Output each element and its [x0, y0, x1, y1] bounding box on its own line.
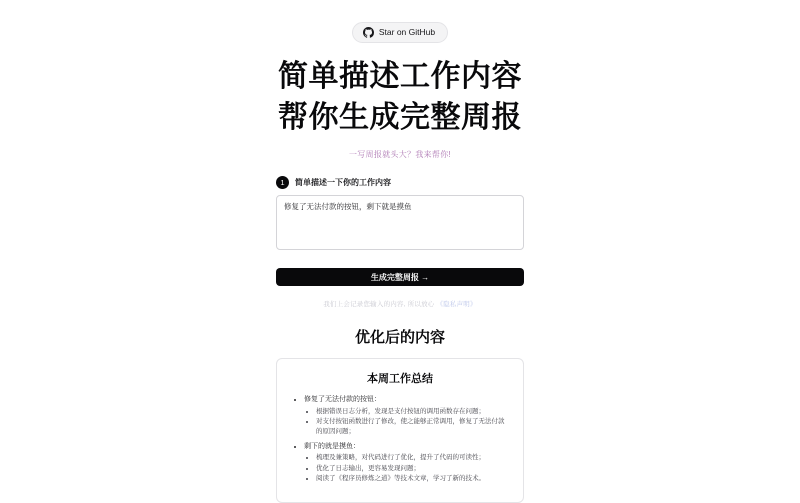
generate-report-button[interactable]: 生成完整周报 → [276, 268, 524, 286]
page-subtitle: 一写周报就头大？我来帮你! [348, 150, 452, 159]
input-form [276, 176, 524, 308]
list-item: • 根据错误日志分析，发现是支付按钮的调用函数存在问题； [316, 407, 510, 417]
privacy-disclaimer [276, 299, 524, 308]
star-on-github-button[interactable] [352, 22, 448, 43]
list-item-text: 修复了无法付款的按钮： [304, 396, 381, 403]
headline-line-1: 简单描述工作内容 [278, 60, 522, 93]
step-one-label: 简单描述一下你的工作内容 [295, 178, 391, 187]
work-description-input[interactable] [276, 195, 524, 250]
result-list [290, 395, 510, 484]
headline-line-2: 帮你生成完整周报 [278, 100, 522, 134]
star-on-github-label: Star on GitHub [378, 27, 436, 38]
result-card-title: 本周工作总结 [367, 373, 433, 385]
page-title [0, 57, 800, 138]
result-card [276, 358, 524, 503]
list-item: • 阅读了《程序员修炼之道》等技术文章，学习了新的技术。 [316, 474, 510, 484]
github-button-container [0, 0, 800, 43]
privacy-disclaimer-text: 我们上会记录您输入的内容, 所以放心 [323, 301, 437, 308]
list-item [304, 442, 510, 485]
github-icon [363, 27, 374, 38]
list-item: • 对支付按钮函数进行了修改，使之能够正常调用，修复了无法付款的原因问题； [316, 417, 510, 438]
result-sublist [304, 453, 510, 484]
result-sublist [304, 407, 510, 438]
result-section-title: 优化后的内容 [354, 329, 445, 346]
step-one-header [276, 176, 524, 189]
list-item: • 梳理及兼策略，对代码进行了优化，提升了代码的可读性； [316, 453, 510, 463]
list-item [304, 395, 510, 438]
list-item-text: 剩下的就是摸鱼： [304, 442, 360, 450]
privacy-policy-link[interactable]: 《隐私声明》 [436, 301, 477, 308]
step-number-badge: 1 [276, 176, 289, 189]
list-item: • 优化了日志输出，更容易发现问题； [316, 464, 510, 474]
